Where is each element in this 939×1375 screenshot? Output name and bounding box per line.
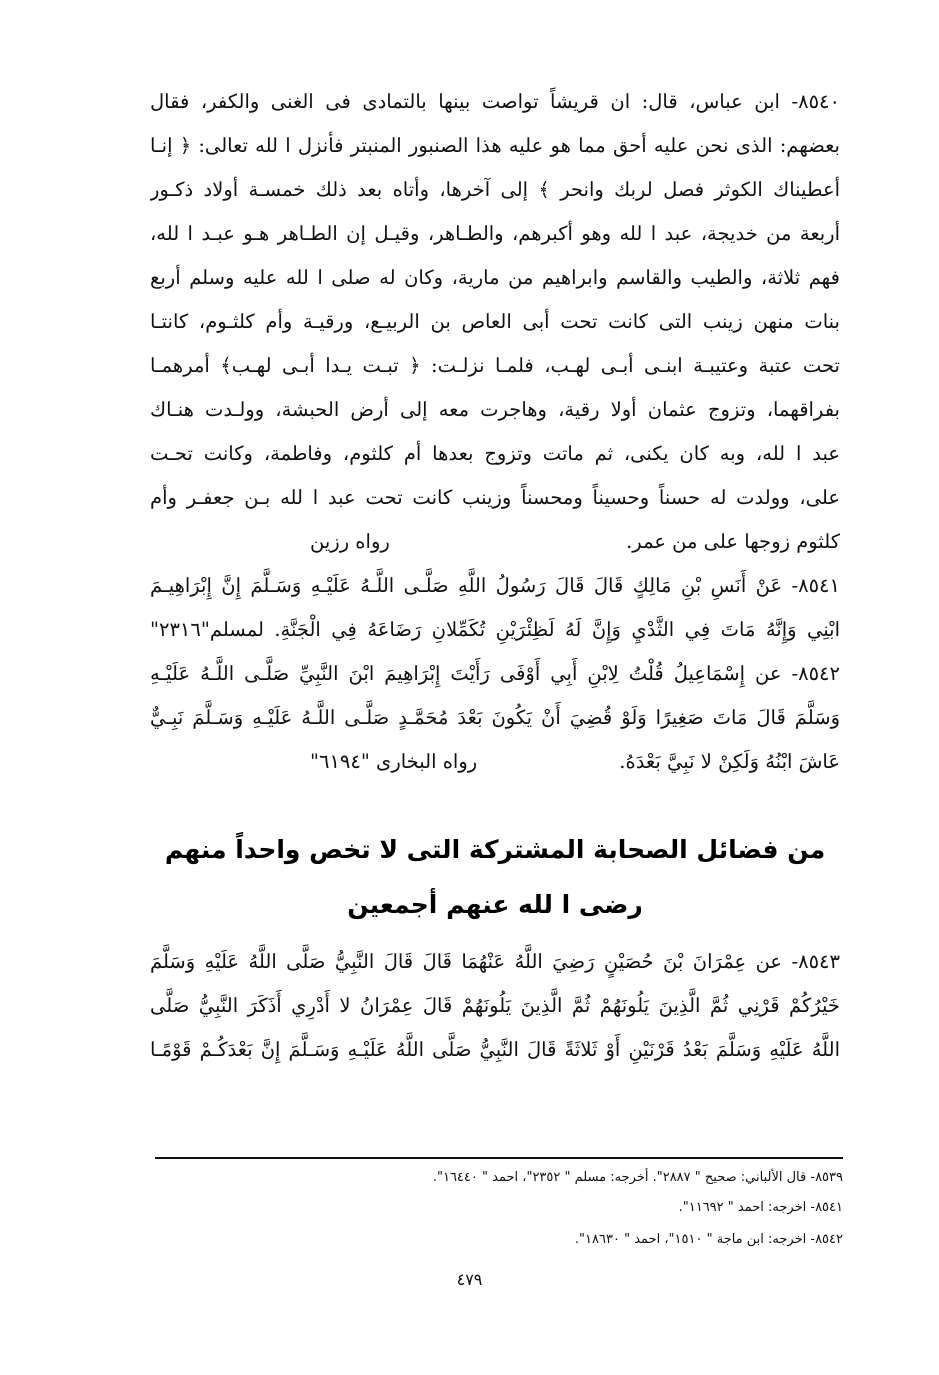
footnote: ٨٥٤١- اخرجه: احمد " ١١٦٩٢". bbox=[678, 1200, 843, 1215]
text-line: فهم ثلاثة، والطيب والقاسم وابراهيم من مارية، وكان له صلى ا لله عليه وسلم أربع bbox=[150, 266, 840, 289]
text-line: أربعة من خديجة، عبد ا لله وهو أكبرهم، والطـاهر، وقيـل إن الطـاهر هـو عبـد ا لله، bbox=[150, 222, 840, 245]
text-line: عبد ا لله، وبه كان يكنى، ثم ماتت وتزوج بعدها أم كلثوم، وفاطمة، وكانت تحـت bbox=[150, 442, 840, 465]
text-line: وَسَلَّمَ قَالَ مَاتَ صَغِيرًا وَلَوْ قُضِيَ أَنْ يَكُونَ بَعْدَ مُحَمَّـدٍ صَلَّـى اللَّـهُ عَلَيْـهِ وَسَـلَّمَ نَبِـيٌّ bbox=[150, 706, 840, 729]
hadith-8540-block bbox=[150, 80, 840, 784]
text-line: ٨٥٤٠- ابن عباس، قال: ان قريشاً تواصت بينها بالتمادى فى الغنى والكفر، فقال bbox=[150, 90, 840, 113]
text-line: على، وولدت له حسناً وحسيناً ومحسناً وزينب كانت تحت عبد ا لله بـن جعفـر وأم bbox=[150, 486, 840, 509]
source-attribution: رواه رزين bbox=[310, 530, 390, 553]
source-attribution: رواه البخارى "٦١٩٤" bbox=[310, 750, 478, 773]
text-line: ٨٥٤١- عَنْ أَنَسِ بْنِ مَالِكٍ قَالَ قَالَ رَسُولُ اللَّهِ صَلَّـى اللَّـهُ عَلَيْـهِ وَسَـلَّمَ إِنَّ إِبْرَاهِيـمَ bbox=[150, 574, 840, 597]
text-line: بعضهم: الذى نحن عليه أحق مما هو عليه هذا الصنبور المنبتر فأنزل ا لله تعالى: ﴿ إنـا bbox=[150, 134, 840, 157]
footnote: ٨٥٣٩- قال الألباني: صحيح " ٢٨٨٧". أخرجه: مسلم " ٢٣٥٢"، احمد " ١٦٤٤٠". bbox=[432, 1170, 843, 1185]
text-line: بفراقهما، وتزوج عثمان أولا رقية، وهاجرت معه إلى أرض الحبشة، وولـدت هنـاك bbox=[150, 398, 840, 421]
text-line-end: عَاشَ ابْنُهُ وَلَكِنْ لا نَبِيَّ بَعْدَهُ. bbox=[619, 750, 840, 773]
section-heading: من فضائل الصحابة المشتركة التى لا تخص واحداً منهم bbox=[164, 835, 826, 864]
text-line: اللَّهُ عَلَيْهِ وَسَلَّمَ بَعْدُ قَرْنَيْنِ أَوْ ثَلاثَةً قَالَ النَّبِيُّ صَلَّى اللَّهُ عَلَيْـهِ وَسَـلَّمَ إِنَّ بَعْدَكُـمْ قَوْمًـا bbox=[150, 1038, 840, 1061]
footnote: ٨٥٤٢- اخرجه: ابن ماجة " ١٥١٠"، احمد " ١٨٦٣٠". bbox=[574, 1232, 843, 1247]
hadith-8543-block bbox=[150, 940, 840, 1072]
text-line: ٨٥٤٢- عن إِسْمَاعِيلُ قُلْتُ لِابْنِ أَبِي أَوْفَى رَأَيْتَ إِبْرَاهِيمَ ابْنَ النَّبِيِّ صَلَّـى اللَّـهُ عَلَيْـهِ bbox=[150, 662, 840, 685]
text-line: تحت عتبة وعتيبـة ابنـى أبـى لهـب، فلمـا نزلـت: ﴿ تبـت يـدا أبـى لهـب﴾ أمرهمـا bbox=[150, 354, 840, 377]
page-number: ٤٧٩ bbox=[456, 1270, 483, 1289]
text-line-with-source bbox=[150, 740, 840, 784]
section-subheading: رضى ا لله عنهم أجمعين bbox=[347, 890, 643, 919]
text-line-with-source bbox=[150, 520, 840, 564]
text-line: ٨٥٤٣- عن عِمْرَانَ بْنَ حُصَيْنٍ رَضِيَ اللَّهُ عَنْهُمَا قَالَ قَالَ النَّبِيُّ صَلَّى اللَّهُ عَلَيْهِ وَسَلَّمَ bbox=[150, 950, 840, 973]
text-line: ابْنِي وَإِنَّهُ مَاتَ فِي الثَّدْيِ وَإِنَّ لَهُ لَظِئْرَيْنِ تُكَمِّلانِ رَضَاعَهُ فِي الْجَنَّةِ. لمسلم"٢٣١٦" bbox=[150, 618, 840, 641]
footnote-divider bbox=[155, 1157, 843, 1159]
text-line: خَيْرُكُمْ قَرْنِي ثُمَّ الَّذِينَ يَلُونَهُمْ ثُمَّ الَّذِينَ يَلُونَهُمْ قَالَ عِمْرَانُ لا أَدْرِي أَذَكَرَ النَّبِيُّ صَلَّى bbox=[150, 994, 840, 1017]
text-line-end: كلثوم زوجها على من عمر. bbox=[626, 530, 840, 553]
text-line: بنات منهن زينب التى كانت تحت أبى العاص بن الربيـع، ورقيـة وأم كلثـوم، كانتـا bbox=[150, 310, 840, 333]
text-line: أعطيناك الكوثر فصل لربك وانحر ﴾ إلى آخرها، وأتاه بعد ذلك خمسـة أولاد ذكـور bbox=[150, 178, 840, 201]
